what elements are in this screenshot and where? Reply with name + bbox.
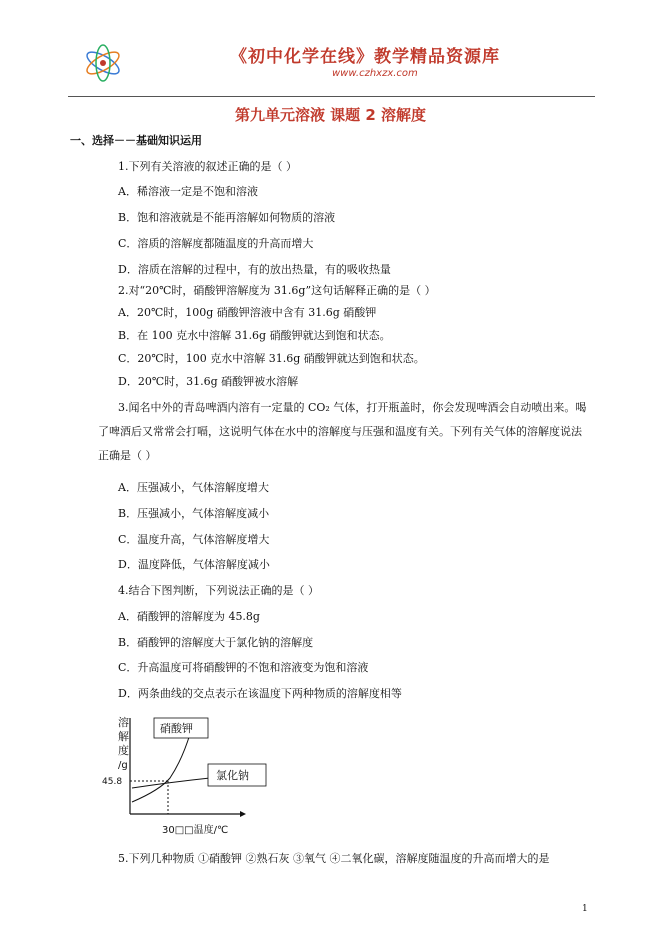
chart-ylabel-1: 溶 xyxy=(118,716,129,729)
banner-title: 《初中化学在线》教学精品资源库 xyxy=(230,47,500,67)
header-divider xyxy=(68,96,595,97)
header-banner xyxy=(70,30,590,96)
question-1-option-b: B．饱和溶液就是不能再溶解如何物质的溶液 xyxy=(118,211,336,224)
question-2-option-b: B．在 100 克水中溶解 31.6g 硝酸钾就达到饱和状态。 xyxy=(118,329,391,342)
question-1-option-d: D．溶质在溶解的过程中，有的放出热量，有的吸收热量 xyxy=(118,263,391,276)
chart-ylabel-2: 解 xyxy=(118,730,129,743)
question-4-option-d: D．两条曲线的交点表示在该温度下两种物质的溶解度相等 xyxy=(118,687,402,700)
question-5-stem: 5.下列几种物质 ①硝酸钾 ②熟石灰 ③氧气 ④二氧化碳，溶解度随温度的升高而增大的是 xyxy=(118,852,550,865)
page-title: 第九单元溶液 课题 2 溶解度 xyxy=(234,106,427,124)
question-4-option-b: B．硝酸钾的溶解度大于氯化钠的溶解度 xyxy=(118,636,314,649)
chart-ylabel-4: /g xyxy=(118,760,128,771)
solubility-chart xyxy=(102,712,272,844)
question-4-stem: 4.结合下图判断，下列说法正确的是（ ） xyxy=(118,584,319,597)
kno3-curve xyxy=(132,734,190,802)
question-2-option-d: D．20℃时，31.6g 硝酸钾被水溶解 xyxy=(118,375,299,388)
question-3-option-d: D．温度降低，气体溶解度减小 xyxy=(118,558,270,571)
question-1-option-a: A．稀溶液一定是不饱和溶液 xyxy=(118,185,258,198)
legend-nacl: 氯化钠 xyxy=(216,769,249,782)
chart-xlabel: 30□□温度/℃ xyxy=(162,825,229,836)
section-title: 一、选择－－基础知识运用 xyxy=(70,134,202,147)
chart-ytick: 45.8 xyxy=(102,777,123,787)
question-4-option-a: A．硝酸钾的溶解度为 45.8g xyxy=(118,610,260,623)
question-1-option-c: C．溶质的溶解度都随温度的升高而增大 xyxy=(118,237,314,250)
nacl-curve xyxy=(132,778,210,788)
question-2-option-c: C．20℃时，100 克水中溶解 31.6g 硝酸钾就达到饱和状态。 xyxy=(118,352,425,365)
question-2-option-a: A．20℃时，100g 硝酸钾溶液中含有 31.6g 硝酸钾 xyxy=(118,306,377,319)
page-number: 1 xyxy=(582,904,588,914)
question-3-option-b: B．压强减小，气体溶解度减小 xyxy=(118,507,270,520)
question-4-option-c: C．升高温度可将硝酸钾的不饱和溶液变为饱和溶液 xyxy=(118,661,369,674)
atom-logo-icon xyxy=(82,42,124,84)
question-2-stem: 2.对“20℃时，硝酸钾溶解度为 31.6g”这句话解释正确的是（ ） xyxy=(118,284,436,297)
banner-url[interactable]: www.czhxzx.com xyxy=(332,68,418,79)
question-3-option-a: A．压强减小，气体溶解度增大 xyxy=(118,481,269,494)
x-axis-arrow xyxy=(240,811,246,817)
question-3-stem: 3.闻名中外的青岛啤酒内溶有一定量的 CO₂ 气体，打开瓶盖时，你会发现啤酒会自动喷出来。喝了啤酒后又常常会打嗝，这说明气体在水中的溶解度与压强和温度有关。下列有关气体的溶解度说法正确是（ ） xyxy=(98,401,587,462)
question-1-stem: 1.下列有关溶液的叙述正确的是（ ） xyxy=(118,160,297,173)
chart-ylabel-3: 度 xyxy=(118,744,129,757)
question-3-option-c: C．温度升高，气体溶解度增大 xyxy=(118,533,270,546)
legend-kno3: 硝酸钾 xyxy=(160,722,193,735)
